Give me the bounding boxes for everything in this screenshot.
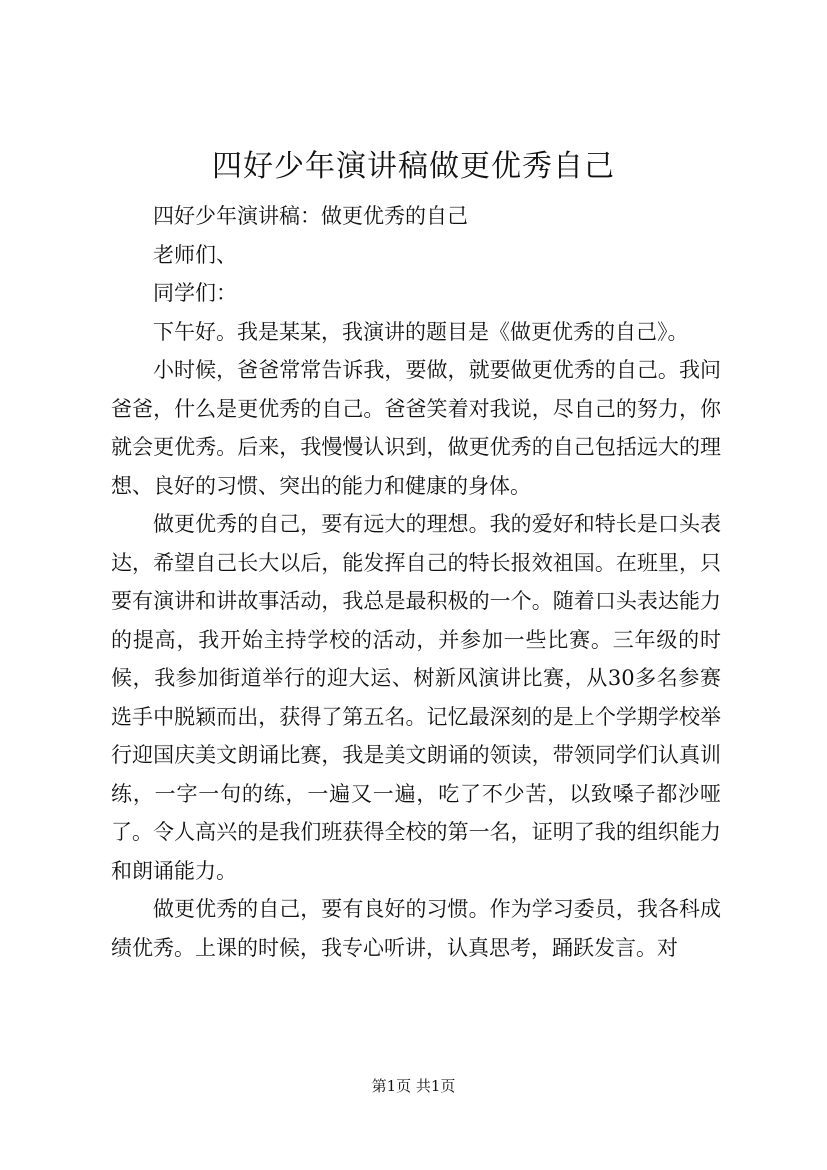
paragraph-greeting-students: 同学们： xyxy=(153,281,237,305)
document-body xyxy=(111,197,721,967)
paragraph-subtitle: 四好少年演讲稿：做更优秀的自己 xyxy=(153,204,468,228)
document-title: 四好少年演讲稿做更优秀自己 xyxy=(212,149,615,184)
paragraph-ideal: 做更优秀的自己，要有远大的理想。我的爱好和特长是口头表达，希望自己长大以后，能发挥自己的特长报效祖国。在班里，只要有演讲和讲故事活动，我总是最积极的一个。随着口头表达能力的提高，我开始主持学校的活动，并参加一些比赛。三年级的时候，我参加街道举行的迎大运、树新风演讲比赛，从30多名参赛选手中脱颖而出，获得了第五名。记忆最深刻的是上个学期学校举行迎国庆美文朗诵比赛，我是美文朗诵的领读，带领同学们认真训练，一字一句的练，一遍又一遍，吃了不少苦，以致嗓子都沙哑了。令人高兴的是我们班获得全校的第一名，证明了我的组织能力和朗诵能力。 xyxy=(111,512,721,883)
paragraph-habits: 做更优秀的自己，要有良好的习惯。作为学习委员，我各科成绩优秀。上课的时候，我专心听讲，认真思考，踊跃发言。对 xyxy=(111,897,721,960)
page-footer: 第1页 共1页 xyxy=(371,1077,456,1095)
paragraph-childhood: 小时候，爸爸常常告诉我，要做，就要做更优秀的自己。我问爸爸，什么是更优秀的自己。爸爸笑着对我说，尽自己的努力，你就会更优秀。后来，我慢慢认识到，做更优秀的自己包括远大的理想、良好的习惯、突出的能力和健康的身体。 xyxy=(111,358,721,498)
paragraph-intro: 下午好。我是某某，我演讲的题目是《做更优秀的自己》。 xyxy=(153,319,689,344)
paragraph-greeting-teachers: 老师们、 xyxy=(153,242,237,267)
